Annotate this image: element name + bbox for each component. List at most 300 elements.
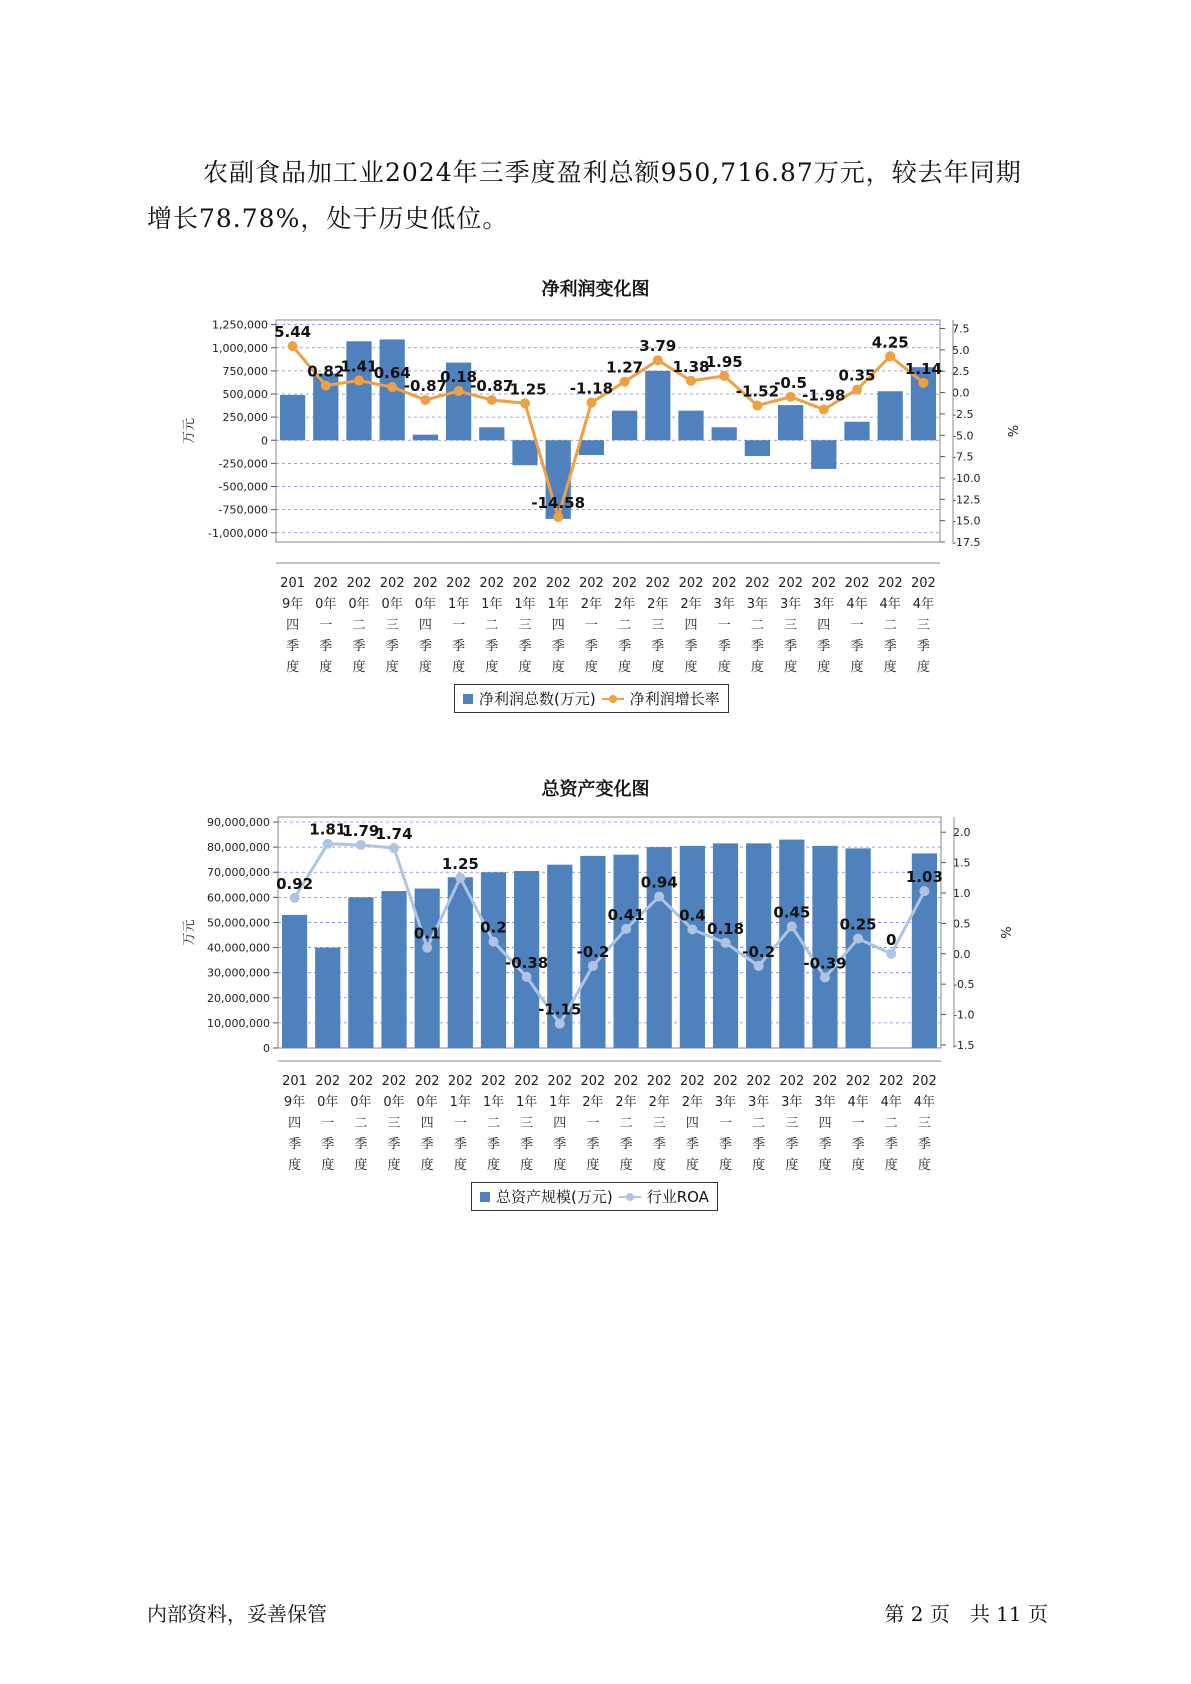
x-tick-label-line: 3年 (746, 597, 769, 612)
x-tick-label-line: 季 (286, 639, 300, 654)
y-tick-label: 10,000,000 (207, 1016, 270, 1030)
x-tick-label (313, 576, 338, 675)
x-tick-label (280, 576, 305, 675)
x-tick-label-line: 度 (518, 660, 532, 675)
x-tick-label-line: 202 (479, 576, 505, 591)
y-tick-label: 50,000,000 (207, 916, 270, 930)
x-tick-label-line: 一 (584, 618, 598, 633)
x-tick-label (513, 576, 538, 675)
x-tick-label-line: 3年 (779, 597, 802, 612)
y-axis-label: 万元 (182, 417, 197, 445)
line-point (653, 355, 663, 365)
x-tick-label-line: 4年 (846, 597, 868, 612)
y2-tick-label: -0.5 (953, 978, 975, 992)
x-tick-label-line: 二 (618, 618, 632, 633)
x-tick-label-line: 9年 (283, 1095, 306, 1110)
x-tick-label-line: 一 (453, 1116, 467, 1131)
x-tick-label (446, 576, 471, 675)
bar (844, 422, 869, 441)
line-point (853, 934, 863, 944)
line-point (721, 938, 731, 948)
chart1-title: 净利润变化图 (541, 279, 650, 300)
y-tick-label: 500,000 (222, 388, 268, 401)
data-label: -0.39 (803, 954, 847, 973)
line-point (354, 376, 364, 386)
x-tick-label-line: 二 (485, 618, 499, 633)
x-tick-label-line: 季 (586, 1137, 600, 1152)
line-point (852, 385, 862, 395)
x-tick-label-line: 季 (719, 1137, 733, 1152)
x-tick-label-line: 202 (612, 576, 638, 591)
x-tick-label-line: 202 (447, 1074, 473, 1089)
legend-item-total-assets: 总资产规模(万元) (496, 1188, 613, 1206)
line-point (820, 972, 830, 982)
x-tick-label-line: 1年 (481, 597, 503, 612)
x-tick-label-line: 202 (481, 1074, 506, 1089)
bar (346, 341, 371, 440)
x-tick-label-line: 三 (652, 1116, 666, 1131)
x-tick-label-line: 四 (286, 618, 300, 633)
bar (613, 855, 638, 1048)
data-label: 0.18 (707, 919, 745, 938)
x-tick-label-line: 202 (580, 1074, 606, 1089)
line-point (819, 404, 829, 414)
x-tick-label-line: 三 (651, 618, 665, 633)
x-tick-label-line: 一 (452, 618, 466, 633)
y2-tick-label: 1.0 (953, 886, 971, 900)
x-tick-label-line: 0年 (383, 1095, 405, 1110)
x-tick-label-line: 度 (651, 660, 665, 675)
bar (745, 440, 770, 456)
x-tick-label-line: 202 (514, 1074, 540, 1089)
x-tick-label-line: 二 (486, 1116, 500, 1131)
y2-tick-label: 0.0 (952, 386, 970, 400)
y2-tick-label: 7.5 (952, 322, 970, 336)
y2-tick-label: 1.5 (953, 856, 971, 870)
x-tick-label (746, 1074, 771, 1173)
x-tick-label-line: 季 (520, 1137, 534, 1152)
x-tick-label (348, 1074, 373, 1173)
x-tick-label (514, 1074, 539, 1173)
bar (448, 877, 473, 1048)
x-tick-label-line: 9年 (281, 597, 304, 612)
x-tick-label-line: 一 (586, 1116, 600, 1131)
x-tick-label-line: 季 (651, 639, 665, 654)
x-tick-label-line: 1年 (547, 597, 569, 612)
x-tick-label-line: 3年 (748, 1095, 770, 1110)
line-point (520, 398, 530, 408)
x-tick-label-line: 202 (744, 576, 770, 591)
x-tick-label-line: 季 (418, 639, 432, 654)
x-tick-label-line: 季 (486, 1137, 500, 1152)
x-tick-label-line: 202 (811, 576, 837, 591)
x-tick-label-line: 四 (817, 618, 831, 633)
x-tick-label-line: 一 (321, 1116, 335, 1131)
bar (348, 897, 373, 1048)
x-tick-label-line: 四 (418, 618, 432, 633)
line-point (918, 378, 928, 388)
x-tick-label-line: 度 (352, 660, 366, 675)
x-tick-label-line: 4年 (879, 597, 901, 612)
y-tick-label: 40,000,000 (207, 941, 270, 955)
x-tick-label-line: 度 (586, 1158, 600, 1173)
x-tick-label-line: 4年 (880, 1095, 902, 1110)
legend-item-growth: 净利润增长率 (629, 690, 720, 708)
x-tick-label-line: 一 (717, 618, 731, 633)
y2-tick-label: 0.0 (953, 947, 971, 961)
x-tick-label-line: 1年 (549, 1095, 571, 1110)
y2-tick-label: -1.5 (953, 1038, 975, 1052)
x-tick-label-line: 2年 (680, 597, 702, 612)
x-tick-label-line: 度 (652, 1158, 666, 1173)
x-tick-label-line: 度 (817, 660, 831, 675)
data-label: 0.64 (373, 364, 411, 383)
bar (680, 846, 705, 1048)
data-label: 0.92 (276, 874, 314, 893)
y-tick-label: 30,000,000 (207, 966, 270, 980)
x-tick-label (912, 1074, 937, 1173)
line-point (323, 839, 333, 849)
y-tick-label: 90,000,000 (207, 816, 270, 830)
x-tick-label-line: 度 (916, 660, 930, 675)
data-label: -0.87 (470, 377, 514, 396)
legend-line-swatch (619, 1192, 641, 1202)
x-tick-label-line: 202 (910, 576, 936, 591)
x-tick-label-line: 度 (884, 1158, 898, 1173)
x-tick-label (481, 1074, 506, 1173)
x-tick-label-line: 度 (420, 1158, 434, 1173)
data-label: 0.4 (679, 906, 706, 925)
x-tick-label-line: 度 (618, 660, 632, 675)
x-tick-label-line: 度 (485, 660, 499, 675)
x-tick-label-line: 202 (844, 576, 870, 591)
bar (282, 915, 307, 1048)
y-tick-label: 60,000,000 (207, 891, 270, 905)
data-label: 1.03 (905, 868, 943, 887)
line-point (919, 886, 929, 896)
x-tick-label-line: 202 (313, 576, 339, 591)
x-tick-label-line: 三 (916, 618, 930, 633)
data-label: 0.25 (839, 915, 877, 934)
line-point (290, 893, 300, 903)
footer-left: 内部资料，妥善保管 (147, 1602, 327, 1626)
x-tick-label-line: 二 (752, 1116, 766, 1131)
bar (678, 411, 703, 441)
x-tick-label (745, 576, 770, 675)
line-point (687, 924, 697, 934)
x-tick-label-line: 度 (719, 1158, 733, 1173)
line-point (555, 1019, 565, 1029)
bar (280, 395, 305, 440)
y-tick-label: 250,000 (222, 411, 268, 425)
x-tick-label (546, 576, 571, 675)
x-tick-label-line: 1年 (449, 1095, 471, 1110)
x-tick-label-line: 季 (884, 1137, 898, 1152)
x-tick-label-line: 202 (778, 576, 804, 591)
x-tick-label (713, 1074, 738, 1173)
x-tick-label-line: 季 (584, 639, 598, 654)
bar (481, 872, 506, 1048)
x-tick-label-line: 度 (418, 660, 432, 675)
x-tick-label-line: 三 (520, 1116, 534, 1131)
x-tick-label-line: 202 (414, 1074, 440, 1089)
y2-tick-label: -7.5 (952, 450, 974, 464)
line-point (621, 924, 631, 934)
x-tick-label (911, 576, 936, 675)
line-point (422, 943, 432, 953)
chart1-legend (454, 684, 729, 713)
y-tick-label: -750,000 (218, 503, 268, 517)
x-tick-label-line: 202 (877, 576, 903, 591)
line-point (686, 376, 696, 386)
x-tick-label-line: 3年 (714, 1095, 737, 1110)
x-tick-label (680, 1074, 705, 1173)
x-tick-label (415, 1074, 440, 1173)
x-tick-label (479, 576, 504, 675)
x-tick-label (581, 1074, 606, 1173)
x-tick-label-line: 202 (412, 576, 438, 591)
data-label: -0.2 (576, 942, 610, 961)
x-tick-label-line: 季 (518, 639, 532, 654)
data-label: 1.79 (342, 821, 380, 840)
x-tick-label-line: 度 (288, 1158, 302, 1173)
data-label: -0.38 (505, 953, 549, 972)
y-tick-label: 80,000,000 (207, 841, 270, 855)
y2-tick-label: -10.0 (952, 471, 981, 485)
x-tick-label-line: 度 (752, 1158, 766, 1173)
x-tick-label-line: 季 (352, 639, 366, 654)
x-tick-label-line: 二 (619, 1116, 633, 1131)
x-tick-label-line: 202 (711, 576, 737, 591)
x-tick-label-line: 季 (917, 1137, 931, 1152)
plot-area (276, 320, 940, 542)
x-tick-label-line: 度 (850, 660, 864, 675)
x-tick-label-line: 度 (354, 1158, 368, 1173)
x-tick-label (614, 1074, 639, 1173)
x-tick-label-line: 度 (851, 1158, 865, 1173)
x-tick-label-line: 季 (551, 639, 565, 654)
x-tick-label-line: 季 (452, 639, 466, 654)
x-tick-label-line: 度 (784, 660, 798, 675)
x-tick-label-line: 季 (453, 1137, 467, 1152)
data-label: 1.81 (309, 820, 347, 839)
x-tick-label (282, 1074, 307, 1173)
bar (612, 411, 637, 441)
x-tick-label-line: 季 (553, 1137, 567, 1152)
x-tick-label-line: 四 (685, 1116, 699, 1131)
line-point (553, 512, 563, 522)
x-tick-label-line: 度 (717, 660, 731, 675)
y-tick-label: -1,000,000 (208, 526, 268, 540)
y-tick-label: 70,000,000 (207, 866, 270, 880)
data-label: 0.45 (773, 903, 811, 922)
line-point (454, 386, 464, 396)
line-point (787, 921, 797, 931)
x-tick-label-line: 1年 (447, 597, 470, 612)
x-tick-label-line: 202 (348, 1074, 374, 1089)
x-tick-label-line: 四 (551, 618, 565, 633)
x-tick-label-line: 度 (584, 660, 598, 675)
x-tick-label-line: 2年 (648, 1095, 670, 1110)
data-label: -14.58 (531, 494, 586, 513)
data-label: -1.15 (538, 1000, 582, 1019)
line-point (321, 381, 331, 391)
x-tick-label (778, 576, 803, 675)
summary-paragraph (147, 150, 1047, 242)
x-tick-label-line: 季 (685, 1137, 699, 1152)
x-tick-label-line: 度 (684, 660, 698, 675)
x-tick-label-line: 202 (779, 1074, 805, 1089)
x-tick-label-line: 季 (319, 639, 333, 654)
data-label: 0.2 (480, 918, 507, 937)
y2-tick-label: -15.0 (952, 514, 981, 528)
x-tick-label-line: 度 (385, 660, 399, 675)
x-tick-label-line: 度 (286, 660, 300, 675)
data-label: -0.5 (774, 373, 808, 392)
x-tick-label-line: 4年 (913, 1095, 936, 1110)
x-tick-label-line: 度 (818, 1158, 832, 1173)
data-label: -1.98 (802, 386, 846, 405)
x-tick-label (879, 1074, 904, 1173)
x-tick-label-line: 季 (752, 1137, 766, 1152)
data-label: 0.82 (307, 362, 345, 381)
x-tick-label-line: 季 (717, 639, 731, 654)
bar (479, 427, 504, 440)
data-label: 1.38 (672, 357, 710, 376)
line-point (356, 840, 366, 850)
y-axis-label: 万元 (182, 919, 197, 946)
x-tick-label-line: 四 (553, 1116, 567, 1131)
line-point (885, 351, 895, 361)
x-tick-label-line: 202 (346, 576, 372, 591)
y-tick-label: -500,000 (218, 480, 268, 494)
x-tick-label-line: 0年 (317, 1095, 339, 1110)
bar (712, 427, 737, 440)
legend-bar-swatch (480, 1192, 490, 1202)
x-tick-label-line: 度 (520, 1158, 534, 1173)
x-tick-label-line: 度 (453, 1158, 467, 1173)
y-tick-label: 20,000,000 (207, 991, 270, 1005)
x-tick-label-line: 四 (288, 1116, 302, 1131)
x-tick-label-line: 3年 (713, 597, 735, 612)
x-tick-label-line: 3年 (781, 1095, 803, 1110)
x-tick-label-line: 2年 (615, 1095, 637, 1110)
x-tick-label-line: 3年 (814, 1095, 836, 1110)
y2-tick-label: -1.0 (953, 1008, 975, 1022)
y-tick-label: 1,250,000 (212, 318, 268, 332)
data-label: 1.74 (375, 825, 413, 844)
x-tick-label-line: 二 (884, 1116, 898, 1131)
data-label: 5.44 (274, 323, 312, 342)
bar (779, 840, 804, 1048)
x-tick-label-line: 2年 (613, 597, 636, 612)
data-label: 3.79 (639, 337, 677, 356)
x-tick-label-line: 四 (818, 1116, 832, 1131)
bar (645, 371, 670, 440)
x-tick-label-line: 度 (387, 1158, 401, 1173)
x-tick-label (645, 576, 670, 675)
bar (381, 891, 406, 1048)
x-tick-label-line: 季 (385, 639, 399, 654)
x-tick-label-line: 0年 (348, 597, 370, 612)
x-tick-label-line: 二 (354, 1116, 368, 1131)
x-tick-label-line: 一 (851, 1116, 865, 1131)
data-label: -0.87 (403, 377, 448, 396)
x-tick-label-line: 三 (385, 618, 399, 633)
line-point (754, 961, 764, 971)
x-tick-label-line: 201 (282, 1074, 307, 1089)
x-tick-label-line: 二 (883, 618, 897, 633)
x-tick-label-line: 季 (818, 1137, 832, 1152)
x-tick-label-line: 202 (713, 1074, 738, 1089)
x-tick-label-line: 0年 (381, 597, 403, 612)
data-label: -0.2 (742, 942, 776, 961)
x-tick-label-line: 季 (420, 1137, 434, 1152)
y2-tick-label: 2.0 (953, 826, 971, 840)
bar (413, 435, 438, 441)
bar (812, 846, 837, 1048)
x-tick-label-line: 度 (452, 660, 466, 675)
x-tick-label-line: 二 (352, 618, 366, 633)
y2-tick-label: -12.5 (952, 493, 981, 507)
y2-tick-label: -17.5 (952, 536, 981, 549)
data-label: 1.95 (705, 352, 743, 371)
x-tick-label-line: 季 (684, 639, 698, 654)
line-point (719, 371, 729, 381)
data-label: 1.25 (441, 854, 479, 873)
x-tick-label-line: 202 (545, 576, 571, 591)
x-tick-label-line: 3年 (813, 597, 835, 612)
x-tick-label-line: 季 (784, 639, 798, 654)
x-tick-label-line: 202 (315, 1074, 341, 1089)
data-label: 0.18 (440, 368, 478, 387)
x-tick-label-line: 二 (750, 618, 764, 633)
x-tick-label-line: 202 (845, 1074, 871, 1089)
data-label: 0.1 (413, 924, 441, 943)
y2-axis-label: % (997, 926, 1012, 939)
line-point (752, 401, 762, 411)
x-tick-label-line: 季 (817, 639, 831, 654)
x-tick-label (712, 576, 737, 675)
x-tick-label-line: 202 (746, 1074, 772, 1089)
chart2-legend (471, 1182, 718, 1211)
line-point (620, 377, 630, 387)
line-point (886, 949, 896, 959)
x-tick-label-line: 一 (319, 618, 333, 633)
x-tick-label-line: 三 (518, 618, 532, 633)
line-point (455, 873, 465, 883)
line-point (420, 395, 430, 405)
x-tick-label-line: 度 (553, 1158, 567, 1173)
data-label: -1.52 (735, 382, 780, 401)
x-tick-label-line: 一 (850, 618, 864, 633)
x-tick-label-line: 202 (379, 576, 405, 591)
x-tick-label-line: 202 (646, 1074, 672, 1089)
bar (778, 405, 803, 440)
bar (579, 440, 604, 455)
x-tick-label (448, 1074, 473, 1173)
x-tick-label (347, 576, 372, 675)
x-tick-label-line: 季 (619, 1137, 633, 1152)
line-point (487, 395, 497, 405)
x-tick-label-line: 202 (678, 576, 704, 591)
x-tick-label-line: 202 (645, 576, 671, 591)
x-tick-label (679, 576, 704, 675)
footer-page-number: 第 2 页 共 11 页 (884, 1602, 1048, 1626)
x-tick-label (647, 1074, 672, 1173)
line-point (387, 382, 397, 392)
x-tick-label-line: 0年 (350, 1095, 372, 1110)
